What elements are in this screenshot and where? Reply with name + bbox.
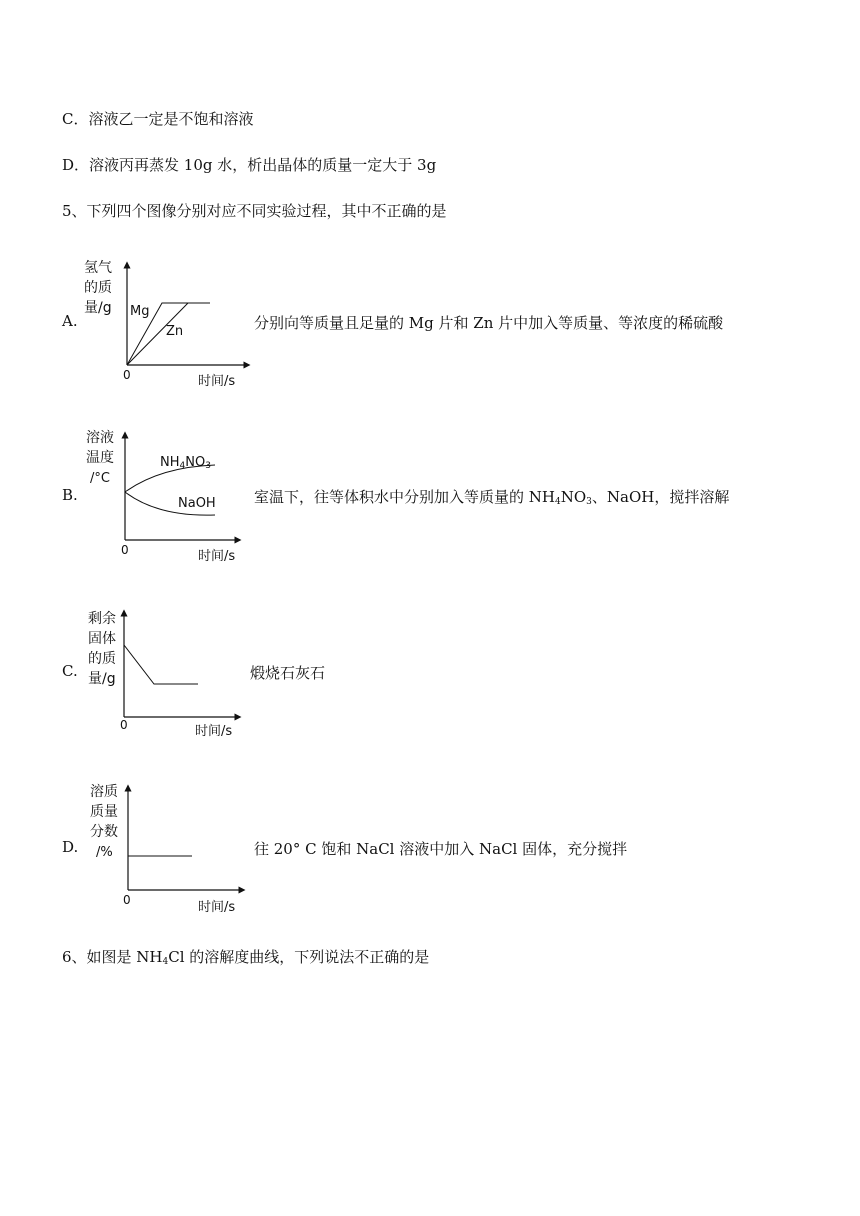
origin-label: 0 [120, 718, 128, 732]
graph-a [80, 255, 260, 390]
y-label-line4: 量/g [88, 671, 116, 687]
series-mg-label: Mg [130, 304, 150, 319]
option-a-description: 分别向等质量且足量的 Mg 片和 Zn 片中加入等质量、等浓度的稀硫酸 [254, 314, 724, 332]
y-label-line2: 温度 [86, 450, 114, 466]
option-a-letter: A. [62, 312, 78, 330]
y-label-line3: 分数 [90, 824, 118, 840]
question-6-text: 6、如图是 $NH_4Cl$ 的溶解度曲线，下列说法不正确的是 [62, 948, 430, 967]
origin-label: 0 [123, 893, 131, 907]
y-label-line2: 的质 [84, 280, 112, 296]
y-label-line1: 氢气 [84, 260, 112, 276]
option-c-description: 煅烧石灰石 [250, 664, 326, 682]
option-c-letter: C. [62, 662, 78, 680]
y-label-line4: /% [96, 845, 113, 860]
option-b-letter: B. [62, 486, 78, 504]
x-label: 时间/s [198, 374, 236, 389]
y-label-line3: 量/g [84, 300, 112, 316]
y-label-line1: 溶质 [90, 784, 118, 800]
series-zn-label: Zn [166, 324, 184, 339]
y-label-line1: 剩余 [88, 611, 116, 627]
graph-c [80, 605, 260, 740]
y-label-line3: /°C [90, 471, 110, 486]
x-label: 时间/s [195, 724, 233, 739]
graph-b [80, 425, 260, 565]
option-d-text: D．溶液丙再蒸发 10g 水，析出晶体的质量一定大于 3g [62, 156, 437, 174]
graph-d [80, 778, 260, 918]
option-b-description: 室温下，往等体积水中分别加入等质量的 $NH_4NO_3$、NaOH，搅拌溶解 [254, 488, 730, 507]
y-label-line2: 质量 [90, 804, 118, 820]
y-label-line3: 的质 [88, 651, 116, 667]
series-naoh-label: NaOH [178, 496, 216, 511]
option-d-letter: D. [62, 838, 79, 856]
series-nh4no3-label: NH4NO3 [160, 455, 211, 471]
curve-mass [124, 645, 198, 684]
option-d-description: 往 20° C 饱和 NaCl 溶液中加入 NaCl 固体，充分搅拌 [254, 840, 628, 858]
question-5-text: 5、下列四个图像分别对应不同实验过程，其中不正确的是 [62, 202, 447, 220]
y-label-line2: 固体 [88, 631, 116, 647]
origin-label: 0 [121, 543, 129, 557]
option-c-text: C．溶液乙一定是不饱和溶液 [62, 110, 254, 128]
x-label: 时间/s [198, 549, 236, 564]
y-label-line1: 溶液 [86, 430, 114, 446]
x-label: 时间/s [198, 900, 236, 915]
origin-label: 0 [123, 368, 131, 382]
